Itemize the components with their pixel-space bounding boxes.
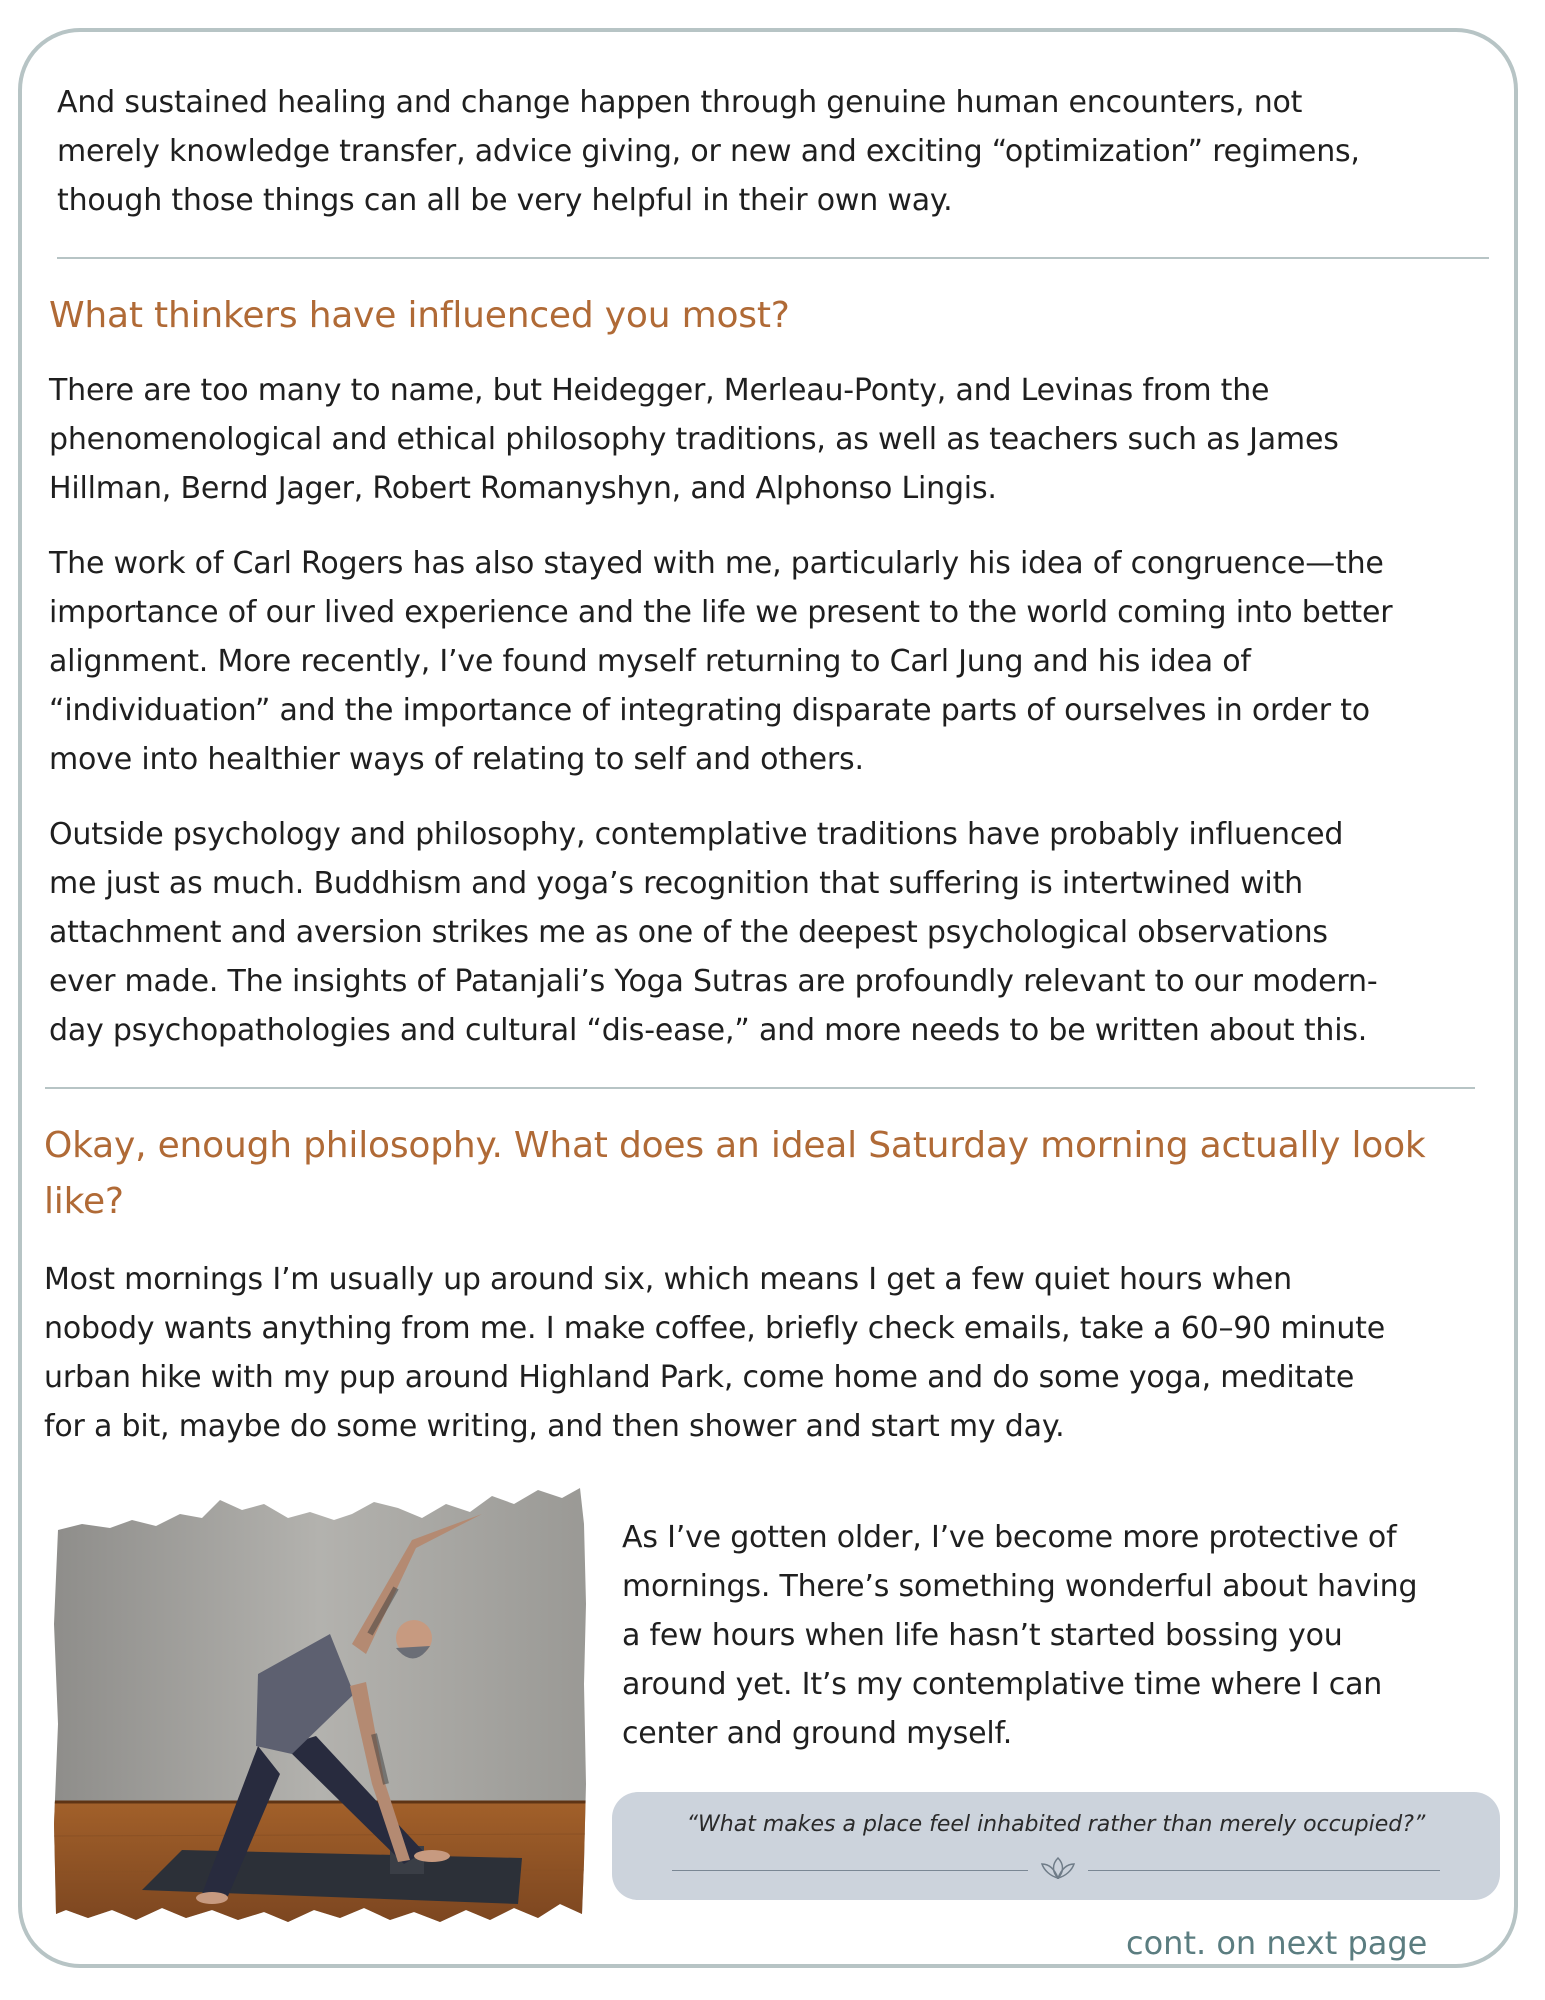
thinkers-paragraph-1 — [49, 366, 1339, 513]
yoga-pose-photo — [52, 1484, 587, 1924]
text-line: Most mornings I’m usually up around six, which means I get a few quiet hours when — [44, 1262, 1292, 1297]
text-line: The work of Carl Rogers has also stayed with me, particularly his idea of congruence—the — [49, 546, 1384, 581]
yoga-pose-illustration — [52, 1484, 587, 1924]
thinkers-paragraph-3 — [49, 810, 1377, 1055]
heading-text: What thinkers have influenced you most? — [49, 295, 790, 336]
thinkers-paragraph-2 — [49, 539, 1392, 784]
continued-note: cont. on next page — [1126, 1924, 1428, 1962]
pull-quote-box — [612, 1792, 1500, 1900]
text-line: merely knowledge transfer, advice giving, or new and exciting “optimization” regimens, — [57, 134, 1360, 169]
lotus-icon — [1038, 1854, 1078, 1884]
pull-quote-text: “What makes a place feel inhabited rather than merely occupied?” — [686, 1812, 1426, 1837]
text-line: As I’ve gotten older, I’ve become more protective of — [622, 1520, 1397, 1555]
text-line: phenomenological and ethical philosophy traditions, as well as teachers such as James — [49, 422, 1339, 457]
heading-text: Okay, enough philosophy. What does an ideal Saturday morning actually look — [44, 1125, 1426, 1166]
text-line: me just as much. Buddhism and yoga’s recognition that suffering is intertwined with — [49, 866, 1303, 901]
quote-divider-right — [1088, 1870, 1440, 1871]
text-line: a few hours when life hasn’t started bossing you — [622, 1618, 1343, 1653]
text-line: attachment and aversion strikes me as one of the deepest psychological observations — [49, 915, 1328, 950]
text-line: Outside psychology and philosophy, contemplative traditions have probably influenced — [49, 817, 1344, 852]
text-line: “individuation” and the importance of integrating disparate parts of ourselves in order to — [49, 693, 1370, 728]
text-line: day psychopathologies and cultural “dis-ease,” and more needs to be written about this. — [49, 1013, 1368, 1048]
section-heading-thinkers — [49, 288, 790, 344]
text-line: for a bit, maybe do some writing, and then shower and start my day. — [44, 1409, 1065, 1444]
quote-divider-left — [672, 1870, 1028, 1871]
text-line: move into healthier ways of relating to self and others. — [49, 742, 864, 777]
heading-text: like? — [44, 1181, 124, 1222]
text-line: ever made. The insights of Patanjali’s Yoga Sutras are profoundly relevant to our modern- — [49, 964, 1378, 999]
saturday-paragraph — [44, 1255, 1385, 1451]
mornings-paragraph — [622, 1513, 1417, 1758]
text-line: And sustained healing and change happen through genuine human encounters, not — [57, 85, 1303, 120]
section-divider — [45, 1087, 1475, 1089]
text-line: nobody wants anything from me. I make coffee, briefly check emails, take a 60–90 minute — [44, 1311, 1385, 1346]
text-line: though those things can all be very helpful in their own way. — [57, 183, 953, 218]
section-heading-saturday — [44, 1118, 1426, 1230]
text-line: center and ground myself. — [622, 1716, 1013, 1751]
text-line: urban hike with my pup around Highland Park, come home and do some yoga, meditate — [44, 1360, 1355, 1395]
text-line: Hillman, Bernd Jager, Robert Romanyshyn, and Alphonso Lingis. — [49, 471, 997, 506]
text-line: alignment. More recently, I’ve found myself returning to Carl Jung and his idea of — [49, 644, 1251, 679]
text-line: around yet. It’s my contemplative time where I can — [622, 1667, 1383, 1702]
text-line: There are too many to name, but Heidegger, Merleau-Ponty, and Levinas from the — [49, 373, 1270, 408]
text-line: importance of our lived experience and the life we present to the world coming into better — [49, 595, 1393, 630]
intro-paragraph — [57, 78, 1360, 225]
section-divider — [57, 257, 1489, 259]
text-line: mornings. There’s something wonderful about having — [622, 1569, 1418, 1604]
